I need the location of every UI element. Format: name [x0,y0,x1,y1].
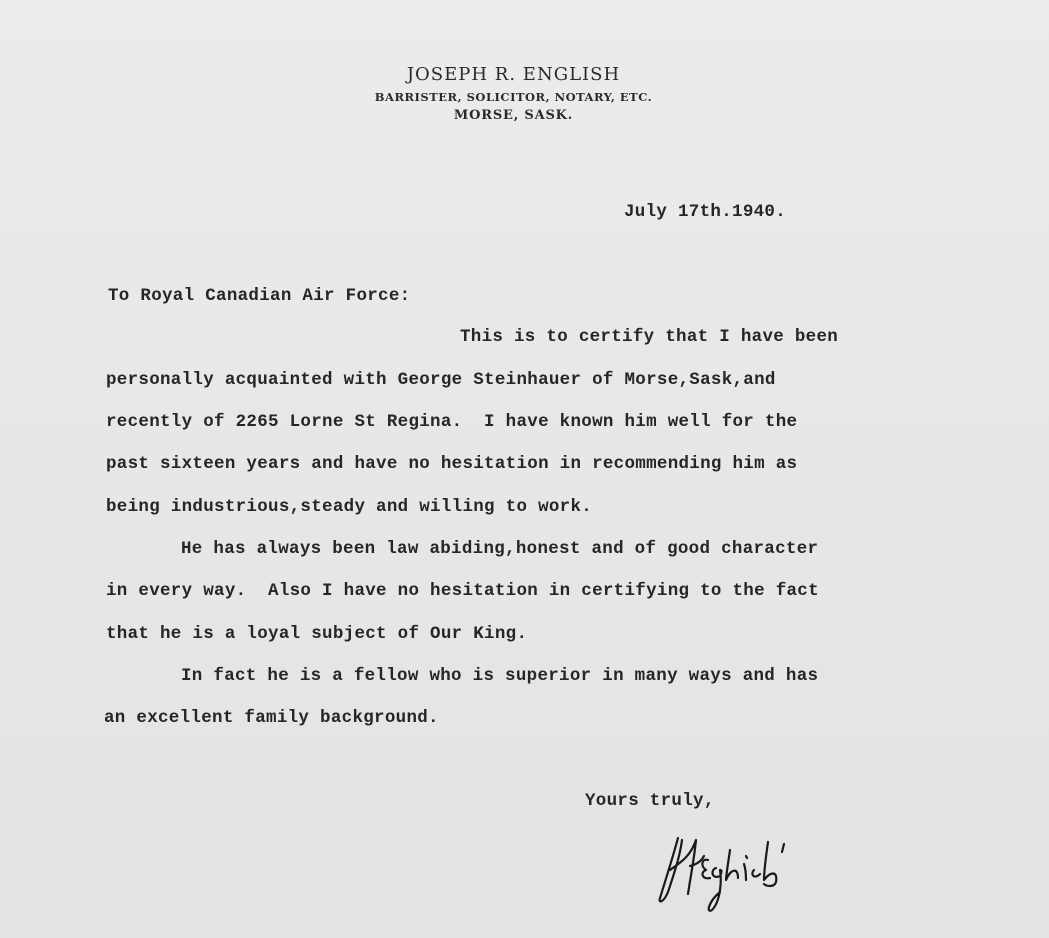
body-line: personally acquainted with George Steinhauer of Morse,Sask,and [106,370,776,390]
body-line: recently of 2265 Lorne St Regina. I have known him well for the [106,412,798,432]
body-line: that he is a loyal subject of Our King. [106,624,528,644]
body-line: This is to certify that I have been [460,327,839,347]
salutation: To Royal Canadian Air Force: [108,286,411,306]
body-line: He has always been law abiding,honest and of good character [181,539,819,559]
letter-date: July 17th.1940. [624,202,787,222]
signature [650,830,830,920]
letterhead-name: JOSEPH R. ENGLISH [406,64,621,85]
letterhead-title: BARRISTER, SOLICITOR, NOTARY, ETC. [374,90,653,104]
letterhead-place: MORSE, SASK. [453,108,574,123]
body-line: In fact he is a fellow who is superior in many ways and has [181,666,819,686]
closing: Yours truly, [585,791,715,811]
body-line: in every way. Also I have no hesitation in certifying to the fact [106,581,819,601]
body-line: past sixteen years and have no hesitation in recommending him as [106,454,798,474]
body-line: being industrious,steady and willing to work. [106,497,593,517]
body-line: an excellent family background. [104,708,439,728]
